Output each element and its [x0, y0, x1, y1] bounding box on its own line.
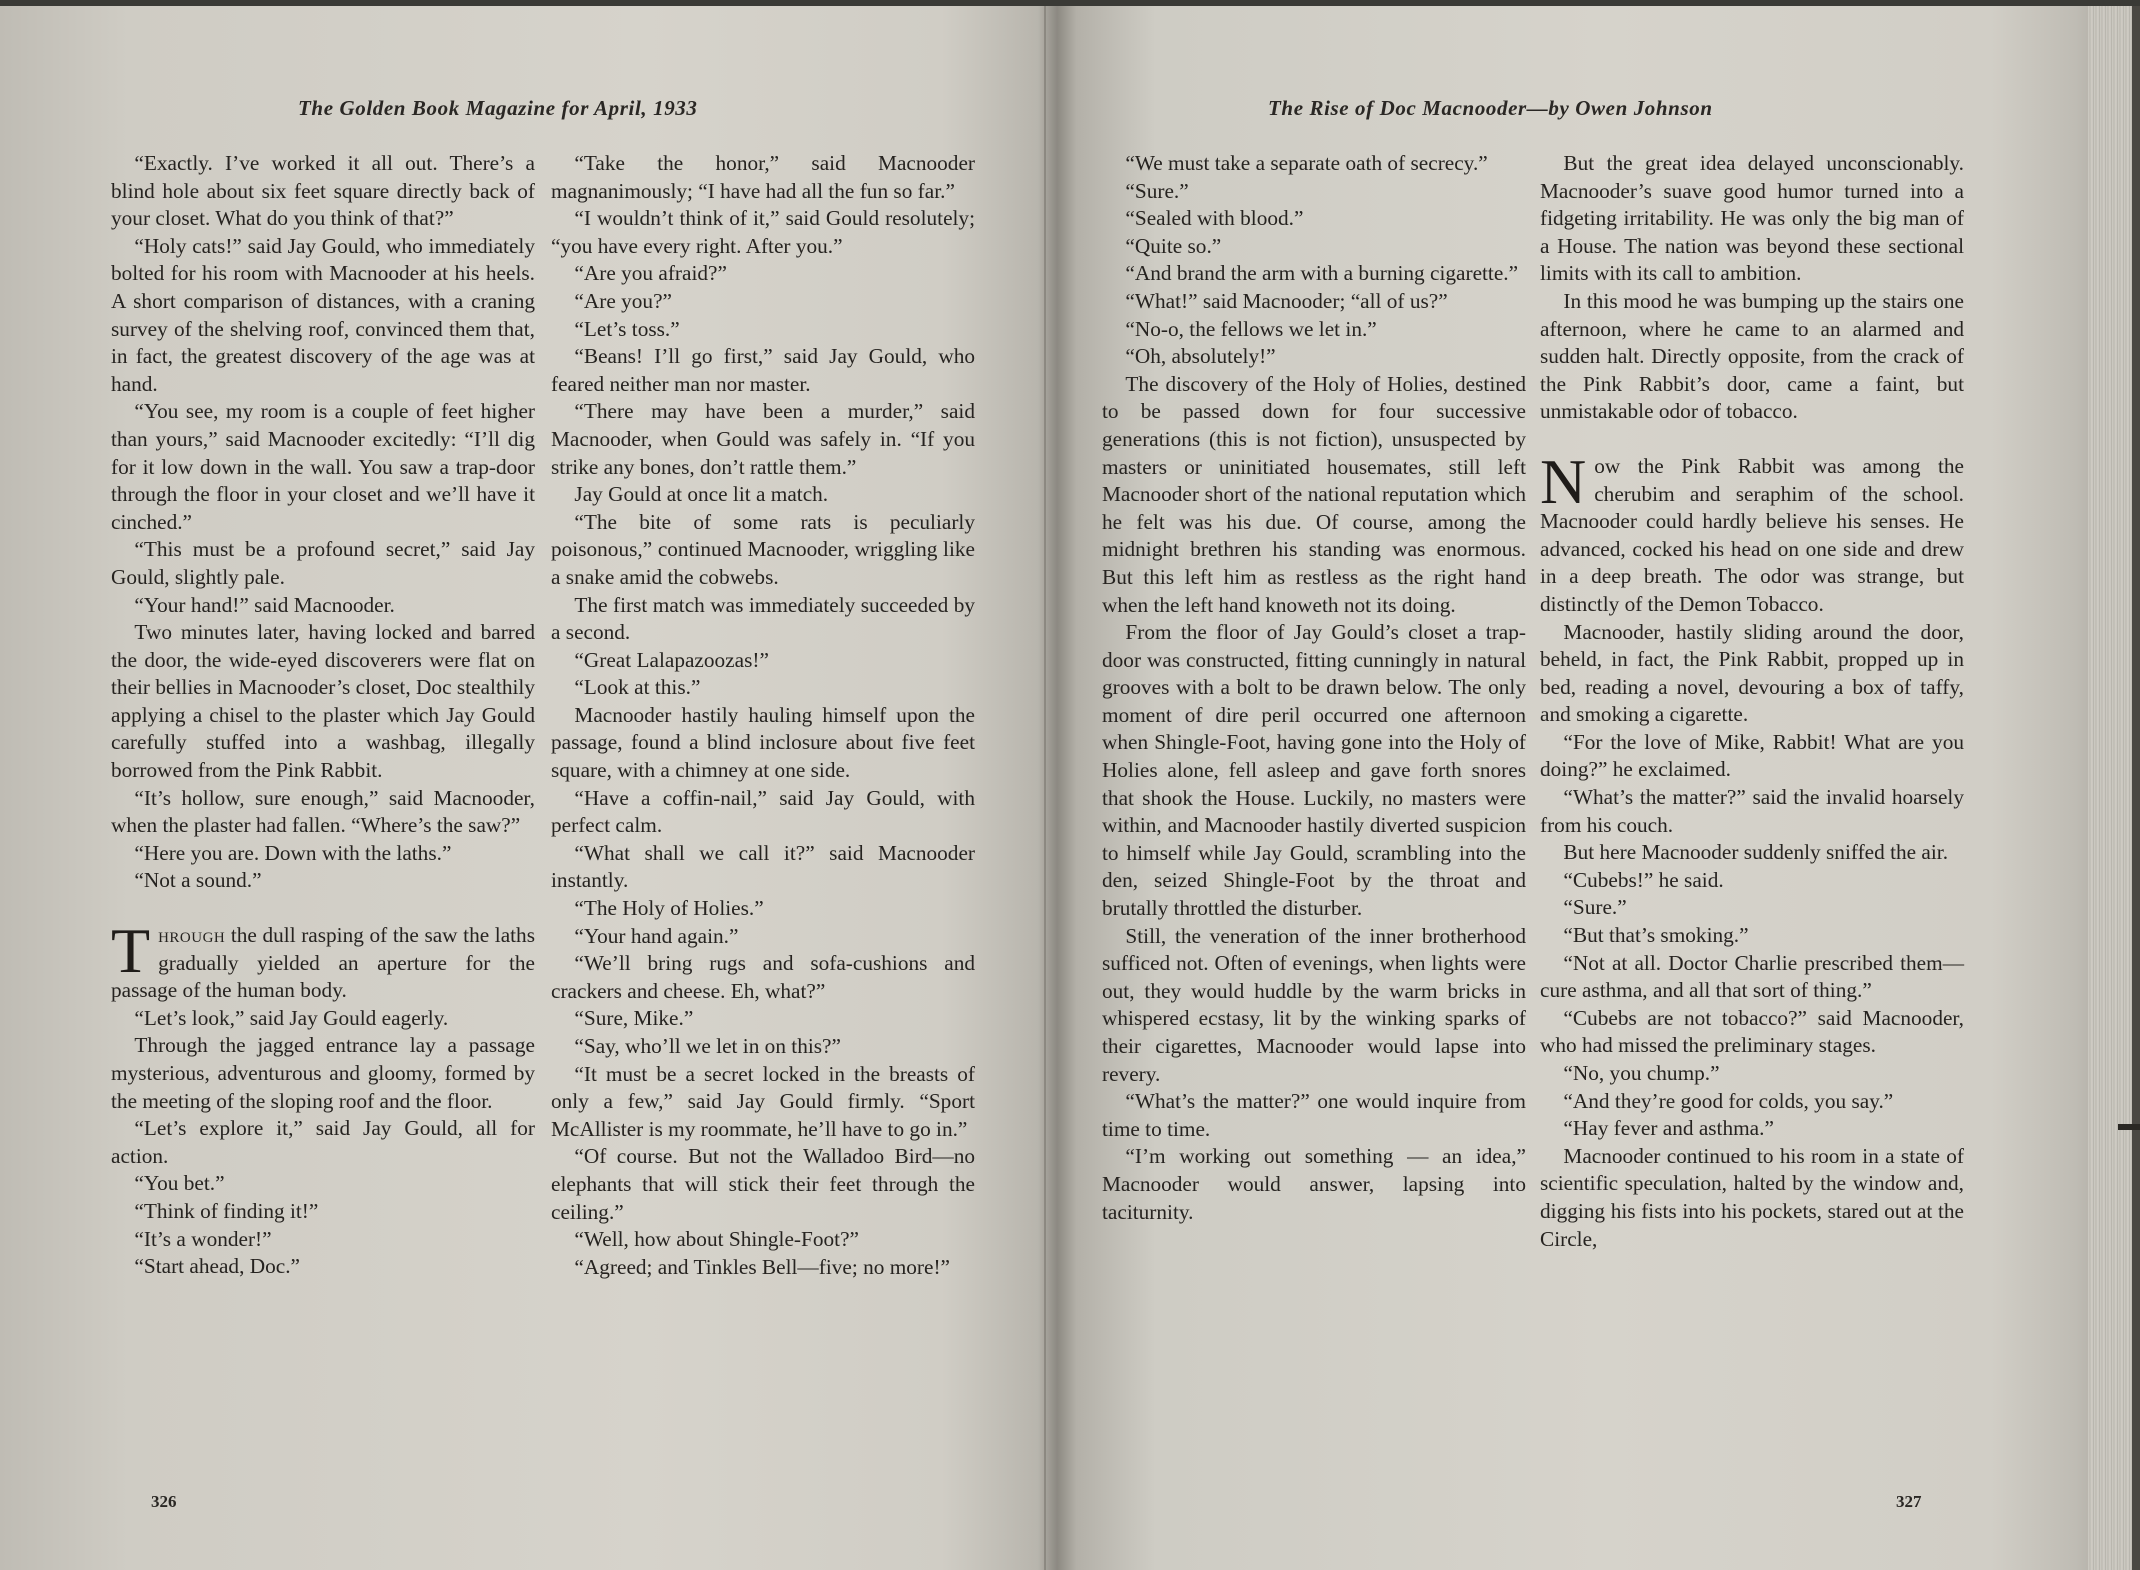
paragraph: “Sealed with blood.”: [1125, 206, 1304, 231]
paragraph-group: [111, 150, 535, 895]
paragraph: “We must take a separate oath of secrecy.”: [1125, 151, 1488, 175]
paragraph: Still, the veneration of the inner brotherhood sufficed not. Often of evenings, when lights were out, they would huddle by the warm bricks in whispered ecstasy, lit by the winking sparks of their cigarettes, Macnooder would lapse into revery.: [1102, 923, 1526, 1086]
book-spread: [0, 6, 2140, 1570]
paragraph: “Great Lalapazoozas!”: [574, 647, 769, 672]
small-caps-lead: hrough: [158, 923, 226, 948]
paragraph: “The bite of some rats is peculiarly poisonous,” continued Macnooder, wriggling like a snake amid the cobwebs.: [551, 509, 975, 589]
paragraph-group: [1540, 619, 1964, 1254]
paragraph: “I wouldn’t think of it,” said Gould resolutely; “you have every right. After you.”: [551, 206, 975, 258]
paragraph: “Start ahead, Doc.”: [134, 1254, 300, 1279]
paragraph: “Think of finding it!”: [134, 1198, 319, 1223]
paragraph: But here Macnooder suddenly sniffed the air.: [1563, 840, 1949, 865]
right-column-1: [1102, 150, 1526, 1226]
paragraph: “What’s the matter?” said the invalid hoarsely from his couch.: [1540, 785, 1964, 837]
drop-cap-paragraph: [111, 915, 535, 1005]
gutter-shadow: [1044, 6, 1046, 1570]
paragraph: “But that’s smoking.”: [1563, 923, 1749, 948]
paragraph: Macnooder, hastily sliding around the door, beheld, in fact, the Pink Rabbit, propped up in bed, reading a novel, devouring a box of taffy, and smoking a cigarette.: [1540, 619, 1964, 727]
paragraph: “Say, who’ll we let in on this?”: [574, 1034, 841, 1058]
paragraph: The discovery of the Holy of Holies, destined to be passed down for four successive generations (this is not fiction), unsuspected by masters or uninitiated housemates, still left Macnooder short of the national reputation which he felt was his due. Of course, among the midnight brethren his standing was enormous. But this left him as restless as the right hand when the left hand knoweth not its doing.: [1102, 371, 1526, 617]
paragraph: Macnooder continued to his room in a state of scientific speculation, halted by the window and, digging his fists into his pockets, stared out at the Circle,: [1540, 1143, 1964, 1251]
paragraph: “It’s hollow, sure enough,” said Macnooder, when the plaster had fallen. “Where’s the saw?”: [111, 785, 535, 838]
paragraph: Jay Gould at once lit a match.: [574, 482, 829, 507]
paragraph: Through the jagged entrance lay a passage mysterious, adventurous and gloomy, formed by the meeting of the sloping roof and the floor.: [111, 1033, 535, 1113]
paragraph: From the floor of Jay Gould’s closet a trap-door was constructed, fitting cunningly in natural grooves with a bolt to be drawn below. The only moment of dire peril occurred one afternoon when Shingle-Foot, having gone into the Holy of Holies alone, fell asleep and gave forth snores that shook the House. Luckily, no masters were within, and Macnooder hastily diverted suspicion to himself while Jay Gould, scrambling into the den, seized Shingle-Foot by the throat and brutally throttled the disturber.: [1102, 620, 1526, 921]
drop-cap-letter: N: [1540, 445, 1587, 517]
paragraph: “What’s the matter?” one would inquire from time to time.: [1102, 1089, 1526, 1141]
paragraph: “Of course. But not the Walladoo Bird—no elephants that will stick their feet through the ceiling.”: [551, 1144, 975, 1224]
paragraph: “Cubebs!” he said.: [1563, 867, 1724, 892]
paragraph: In this mood he was bumping up the stairs one afternoon, where he came to an alarmed and sudden halt. Directly opposite, from the crack of the Pink Rabbit’s door, came a faint, but unmistakable odor of tobacco.: [1540, 288, 1964, 424]
drop-cap-letter: T: [111, 915, 151, 987]
paragraph: “We’ll bring rugs and sofa-cushions and crackers and cheese. Eh, what?”: [551, 951, 975, 1003]
paragraph: “What shall we call it?” said Macnooder instantly.: [551, 840, 975, 893]
paragraph: “You bet.”: [134, 1171, 225, 1196]
paragraph-group: [551, 150, 975, 1281]
paragraph: “Hay fever and asthma.”: [1563, 1116, 1774, 1141]
paragraph: “It’s a wonder!”: [134, 1226, 272, 1251]
left-column-2: [551, 150, 975, 1281]
drop-cap-text: the dull rasping of the saw the laths gradually yielded an aperture for the passage of the human body.: [111, 923, 535, 1003]
paragraph: “Are you?”: [574, 288, 672, 313]
paragraph: “Take the honor,” said Macnooder magnanimously; “I have had all the fun so far.”: [551, 151, 975, 203]
book-edge-shadow: [2132, 6, 2140, 1570]
left-page: [0, 6, 1040, 1570]
paragraph: “Are you afraid?”: [574, 261, 727, 286]
running-header-left: The Golden Book Magazine for April, 1933: [298, 96, 698, 120]
bookmark-ribbon: [2118, 1124, 2140, 1130]
paragraph: “For the love of Mike, Rabbit! What are you doing?” he exclaimed.: [1540, 729, 1964, 782]
paragraph: “There may have been a murder,” said Macnooder, when Gould was safely in. “If you strike any bones, don’t rattle them.”: [551, 399, 975, 479]
paragraph: “This must be a profound secret,” said Jay Gould, slightly pale.: [111, 537, 535, 589]
paragraph: “Oh, absolutely!”: [1125, 344, 1276, 369]
page-number-right: 327: [1896, 1492, 1922, 1511]
paragraph: “Sure.”: [1125, 178, 1189, 203]
page-number-left: 326: [151, 1492, 177, 1511]
paragraph: “Sure, Mike.”: [574, 1006, 694, 1031]
paragraph: “You see, my room is a couple of feet higher than yours,” said Macnooder excitedly: “I’ll dig for it low down in the wall. You saw a trap-door through the floor in your closet and we’ll have it cinched.”: [111, 399, 535, 534]
paragraph: “And they’re good for colds, you say.”: [1563, 1088, 1894, 1113]
paragraph: “Have a coffin-nail,” said Jay Gould, with perfect calm.: [551, 785, 975, 838]
paragraph: “It must be a secret locked in the breasts of only a few,” said Jay Gould firmly. “Sport McAllister is my roommate, he’ll have to go in.”: [551, 1061, 975, 1141]
paragraph: “I’m working out something — an idea,” Macnooder would answer, lapsing into taciturnity.: [1102, 1144, 1526, 1224]
paragraph: “Holy cats!” said Jay Gould, who immediately bolted for his room with Macnooder at his heels. A short comparison of distances, with a craning survey of the shelving roof, convinced them that, in fact, the greatest discovery of the age was at hand.: [111, 233, 535, 396]
paragraph: “No, you chump.”: [1563, 1061, 1720, 1085]
paragraph: “Here you are. Down with the laths.”: [134, 840, 452, 865]
paragraph: “Let’s look,” said Jay Gould eagerly.: [134, 1005, 449, 1030]
paragraph: “The Holy of Holies.”: [574, 896, 764, 921]
paragraph: “Your hand!” said Macnooder.: [134, 592, 395, 617]
paragraph: “Exactly. I’ve worked it all out. There’s a blind hole about six feet square directly back of your closet. What do you think of that?”: [111, 151, 535, 231]
paragraph: “Look at this.”: [574, 675, 701, 700]
paragraph: “What!” said Macnooder; “all of us?”: [1125, 288, 1448, 313]
right-page: [1048, 6, 2088, 1570]
paragraph-group: [111, 1005, 535, 1281]
paragraph: “Agreed; and Tinkles Bell—five; no more!”: [574, 1254, 950, 1279]
drop-cap-text: ow the Pink Rabbit was among the cherubim and seraphim of the school. Macnooder could hardly believe his senses. He advanced, cocked his head on one side and drew in a deep breath. The odor was strange, but distinctly of the Demon Tobacco.: [1540, 453, 1964, 616]
right-column-2: [1540, 150, 1964, 1253]
running-header-right: The Rise of Doc Macnooder—by Owen Johnson: [1268, 96, 1713, 120]
paragraph: “No-o, the fellows we let in.”: [1125, 316, 1377, 341]
paragraph-group: [1102, 150, 1526, 1226]
paragraph: Two minutes later, having locked and barred the door, the wide-eyed discoverers were flat on their bellies in Macnooder’s closet, Doc stealthily applying a chisel to the plaster which Jay Gould carefully stuffed into a washbag, illegally borrowed from the Pink Rabbit.: [111, 620, 535, 783]
paragraph: “Well, how about Shingle-Foot?”: [574, 1227, 859, 1252]
paragraph: “Beans! I’ll go first,” said Jay Gould, who feared neither man nor master.: [551, 344, 975, 396]
paragraph: But the great idea delayed unconscionably. Macnooder’s suave good humor turned into a fidgeting irritability. He was only the big man of a House. The nation was beyond these sectional limits with its call to ambition.: [1540, 151, 1964, 286]
paragraph: “Cubebs are not tobacco?” said Macnooder, who had missed the preliminary stages.: [1540, 1005, 1964, 1058]
paragraph: Macnooder hastily hauling himself upon the passage, found a blind inclosure about five feet square, with a chimney at one side.: [551, 702, 975, 783]
paragraph: “Quite so.”: [1125, 233, 1222, 258]
paragraph: “Your hand again.”: [574, 923, 739, 948]
paragraph-group: [1540, 150, 1964, 426]
paragraph: “Not at all. Doctor Charlie prescribed them—cure asthma, and all that sort of thing.”: [1540, 950, 1964, 1003]
paragraph: “Not a sound.”: [134, 868, 262, 893]
paragraph: “Let’s explore it,” said Jay Gould, all for action.: [111, 1116, 535, 1168]
paragraph: “Let’s toss.”: [574, 316, 680, 341]
left-column-1: [111, 150, 535, 1281]
drop-cap-paragraph: [1540, 445, 1964, 619]
paragraph: “And brand the arm with a burning cigarette.”: [1125, 261, 1519, 286]
paragraph: “Sure.”: [1563, 895, 1627, 920]
paragraph: The first match was immediately succeeded by a second.: [551, 592, 975, 645]
